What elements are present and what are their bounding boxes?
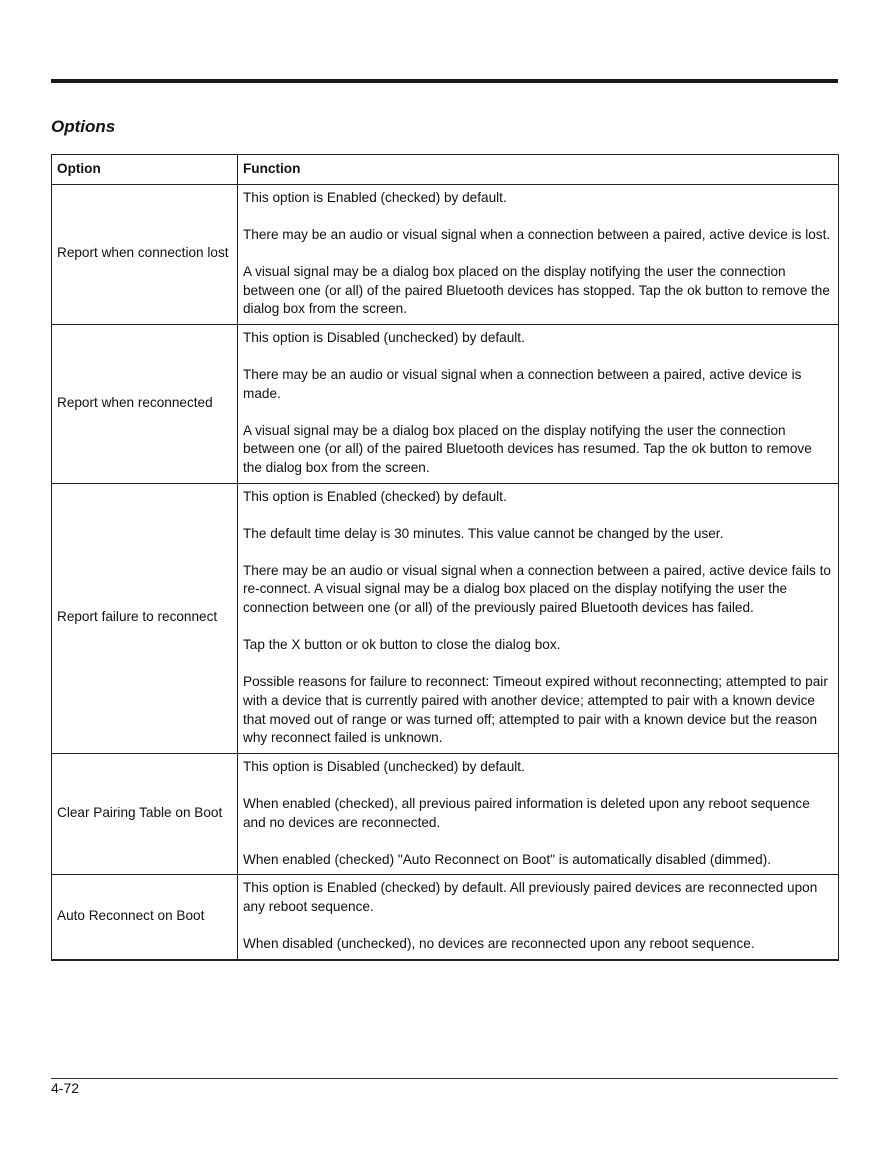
page-number: 4-72 <box>51 1080 80 1096</box>
table-row <box>52 875 839 960</box>
header-rule <box>51 79 838 83</box>
function-paragraph: This option is Enabled (checked) by default. <box>243 488 507 504</box>
option-name: Report when connection lost <box>52 184 238 324</box>
function-description <box>238 483 839 753</box>
function-paragraph: Possible reasons for failure to reconnect: Timeout expired without reconnecting; attempted to pair with a device that is currently paired with another device; attempted to pair with a known device that moved out of range or was turned off; attempted to pair with a known device but the reason why reconnect failed is unknown. <box>243 674 828 746</box>
function-paragraph: This option is Enabled (checked) by default. <box>243 189 507 205</box>
function-paragraph: There may be an audio or visual signal when a connection between a paired, active device is made. <box>243 366 802 401</box>
table-row <box>52 753 839 875</box>
column-header-function: Function <box>238 155 839 185</box>
table-row <box>52 184 839 324</box>
function-description <box>238 875 839 960</box>
option-name: Clear Pairing Table on Boot <box>52 753 238 875</box>
option-name: Report when reconnected <box>52 324 238 483</box>
options-table <box>51 154 839 961</box>
function-paragraph: When disabled (unchecked), no devices are reconnected upon any reboot sequence. <box>243 936 755 952</box>
function-paragraph: A visual signal may be a dialog box placed on the display notifying the user the connection between one (or all) of the paired Bluetooth devices has stopped. Tap the ok button to remove the dialog box from the screen. <box>243 263 830 317</box>
function-description <box>238 753 839 875</box>
function-description <box>238 184 839 324</box>
column-header-option: Option <box>52 155 238 185</box>
function-paragraph: The default time delay is 30 minutes. This value cannot be changed by the user. <box>243 525 724 541</box>
function-paragraph: There may be an audio or visual signal when a connection between a paired, active device fails to re-connect. A visual signal may be a dialog box placed on the display notifying the user the connection between one (or all) of the previously paired Bluetooth devices has failed. <box>243 562 831 616</box>
option-name: Auto Reconnect on Boot <box>52 875 238 960</box>
function-paragraph: When enabled (checked) "Auto Reconnect on Boot" is automatically disabled (dimmed). <box>243 851 771 867</box>
function-description <box>238 324 839 483</box>
option-name: Report failure to reconnect <box>52 483 238 753</box>
function-paragraph: When enabled (checked), all previous paired information is deleted upon any reboot sequence and no devices are reconnected. <box>243 796 810 830</box>
table-row <box>52 483 839 753</box>
function-paragraph: This option is Enabled (checked) by default. All previously paired devices are reconnected upon any reboot sequence. <box>243 880 818 914</box>
table-row <box>52 324 839 483</box>
function-paragraph: There may be an audio or visual signal when a connection between a paired, active device is lost. <box>243 226 831 242</box>
function-paragraph: This option is Disabled (unchecked) by default. <box>243 758 525 774</box>
function-paragraph: This option is Disabled (unchecked) by default. <box>243 329 525 345</box>
function-paragraph: Tap the X button or ok button to close the dialog box. <box>243 637 561 653</box>
table-header-row <box>52 155 839 185</box>
footer-rule <box>51 1078 838 1079</box>
function-paragraph: A visual signal may be a dialog box placed on the display notifying the user the connection between one (or all) of the paired Bluetooth devices has resumed. Tap the ok button to remove the dialog box from the screen. <box>243 422 812 475</box>
section-title: Options <box>51 117 116 136</box>
